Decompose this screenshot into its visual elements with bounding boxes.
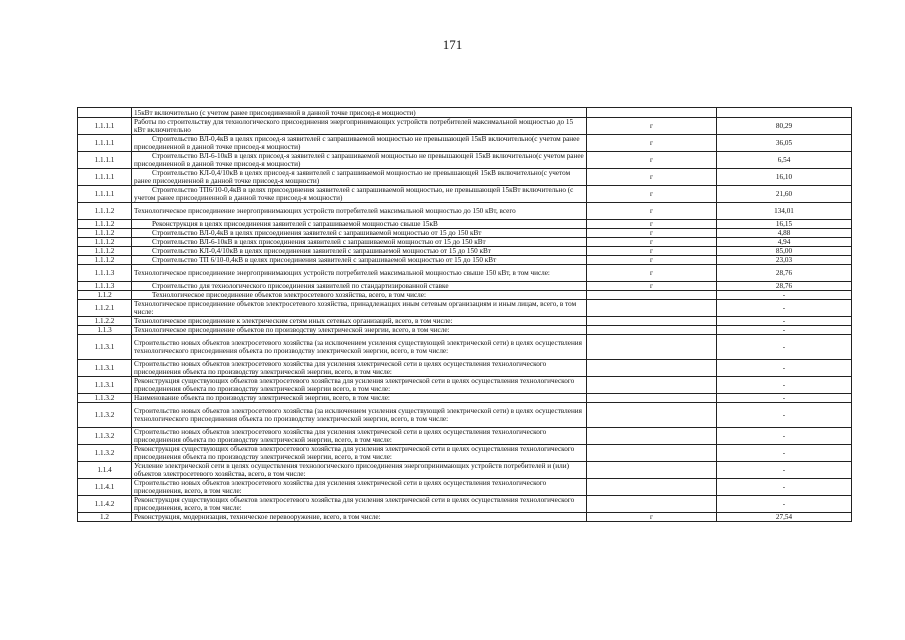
row-value-cell: 85,00 [717, 247, 852, 256]
table-row [78, 317, 852, 326]
row-unit-cell: г [587, 203, 717, 220]
table-row [78, 108, 852, 118]
row-value-cell: 16,15 [717, 220, 852, 229]
row-code-cell: 1.1.1.1 [78, 169, 132, 186]
row-name-cell: Технологическое присоединение энергопринимающих устройств потребителей максимальной мощностью свыше 150 кВт, в том числе: [132, 265, 587, 282]
row-value-cell: - [717, 377, 852, 394]
row-value-cell: 4,94 [717, 238, 852, 247]
table-row [78, 326, 852, 335]
table-row [78, 256, 852, 265]
row-unit-cell: г [587, 513, 717, 522]
row-code-cell [78, 108, 132, 118]
row-code-cell: 1.1.1.2 [78, 203, 132, 220]
row-unit-cell [587, 377, 717, 394]
row-unit-cell [587, 394, 717, 403]
row-value-cell: 23,03 [717, 256, 852, 265]
table-row [78, 377, 852, 394]
table-row [78, 265, 852, 282]
table-row [78, 186, 852, 203]
row-unit-cell: г [587, 135, 717, 152]
row-unit-cell [587, 428, 717, 445]
row-unit-cell: г [587, 247, 717, 256]
row-unit-cell [587, 335, 717, 360]
row-code-cell: 1.1.1.1 [78, 118, 132, 135]
row-unit-cell [587, 496, 717, 513]
row-code-cell: 1.1.1.2 [78, 256, 132, 265]
row-name-cell: Строительство новых объектов электросетевого хозяйства (за исключением усиления существующей электрической сети) в целях осуществления технологического присоединения объекта по производству электрической энергии, всего, в том числе: [132, 403, 587, 428]
row-code-cell: 1.1.1.3 [78, 282, 132, 291]
row-name-cell: Строительство новых объектов электросетевого хозяйства (за исключением усиления существующей электрической сети) в целях осуществления технологического присоединения объекта по производству электрической энергии, всего, в том числе: [132, 335, 587, 360]
row-value-cell: - [717, 462, 852, 479]
table-row [78, 462, 852, 479]
row-code-cell: 1.1.3 [78, 326, 132, 335]
table-row [78, 496, 852, 513]
row-code-cell: 1.1.2.1 [78, 300, 132, 317]
row-name-cell: 15кВт включительно (с учетом ранее присоединенной в данной точке присоед-я мощности) [132, 108, 587, 118]
table-row [78, 300, 852, 317]
row-name-cell: Работы по строительству для технологического присоединения энергопринимающих устройств потребителей максимальной мощностью до 15 кВт включительно [132, 118, 587, 135]
row-name-cell: Технологическое присоединение энергопринимающих устройств потребителей максимальной мощностью до 150 кВт, всего [132, 203, 587, 220]
row-name-cell: Строительство ВЛ-6-10кВ в целях присоединения заявителей с запрашиваемой мощностью от 15 до 150 кВт [132, 238, 587, 247]
row-code-cell: 1.1.3.2 [78, 403, 132, 428]
row-name-cell: Строительство ТП6/10-0,4кВ в целях присоединения заявителей с запрашиваемой мощностью, не превышающей 15кВт включительно (с учетом ранее присоединенной в данной точке присоед-я мощности) [132, 186, 587, 203]
row-value-cell: - [717, 335, 852, 360]
row-unit-cell [587, 360, 717, 377]
row-unit-cell: г [587, 152, 717, 169]
row-name-cell: Реконструкция существующих объектов электросетевого хозяйства для усиления электрической сети в целях осуществления технологического присоединения объекта по производству электрической энергии всего, в том числе: [132, 377, 587, 394]
row-value-cell: - [717, 403, 852, 428]
row-code-cell: 1.1.4.2 [78, 496, 132, 513]
row-code-cell: 1.1.3.2 [78, 394, 132, 403]
row-name-cell: Технологическое присоединение объектов электросетевого хозяйства, всего, в том числе: [132, 291, 587, 300]
row-code-cell: 1.1.1.2 [78, 220, 132, 229]
table-row [78, 152, 852, 169]
investment-program-table [77, 107, 852, 522]
table-body [78, 108, 852, 522]
row-value-cell: 16,10 [717, 169, 852, 186]
row-value-cell: 21,60 [717, 186, 852, 203]
row-name-cell: Реконструкция в целях присоединения заявителей с запрашиваемой мощностью свыше 15кВ [132, 220, 587, 229]
row-name-cell: Строительство КЛ-0,4/10кВ в целях присоединения заявителей с запрашиваемой мощностью от 15 до 150 кВт [132, 247, 587, 256]
row-code-cell: 1.1.4.1 [78, 479, 132, 496]
row-name-cell: Строительство новых объектов электросетевого хозяйства для усиления электрической сети в целях осуществления технологического присоединения, всего, в том числе: [132, 479, 587, 496]
row-value-cell: - [717, 428, 852, 445]
row-name-cell: Строительство ВЛ-0,4кВ в целях присоединения заявителей с запрашиваемой мощностью от 15 до 150 кВт [132, 229, 587, 238]
row-unit-cell: г [587, 229, 717, 238]
row-value-cell: 134,01 [717, 203, 852, 220]
row-value-cell: 28,76 [717, 282, 852, 291]
row-value-cell: - [717, 300, 852, 317]
row-value-cell: 6,54 [717, 152, 852, 169]
row-code-cell: 1.1.3.2 [78, 428, 132, 445]
row-unit-cell [587, 326, 717, 335]
row-code-cell: 1.1.1.3 [78, 265, 132, 282]
row-name-cell: Строительство новых объектов электросетевого хозяйства для усиления электрической сети в целях осуществления технологического присоединения объекта по производству электрической энергии, всего, в том числе: [132, 360, 587, 377]
row-value-cell: 36,05 [717, 135, 852, 152]
row-name-cell: Реконструкция существующих объектов электросетевого хозяйства для усиления электрической сети в целях осуществления технологического присоединения, всего, в том числе: [132, 496, 587, 513]
row-unit-cell: г [587, 256, 717, 265]
table-row [78, 229, 852, 238]
table-row [78, 169, 852, 186]
row-value-cell: 28,76 [717, 265, 852, 282]
row-unit-cell: г [587, 186, 717, 203]
row-value-cell: - [717, 326, 852, 335]
row-value-cell: - [717, 479, 852, 496]
table-row [78, 513, 852, 522]
table-row [78, 394, 852, 403]
row-unit-cell [587, 479, 717, 496]
row-code-cell: 1.1.3.1 [78, 377, 132, 394]
row-unit-cell [587, 317, 717, 326]
row-value-cell: - [717, 394, 852, 403]
row-code-cell: 1.1.1.2 [78, 247, 132, 256]
row-code-cell: 1.1.1.1 [78, 186, 132, 203]
row-value-cell: - [717, 291, 852, 300]
row-unit-cell [587, 403, 717, 428]
row-unit-cell [587, 108, 717, 118]
table-row [78, 445, 852, 462]
table-row [78, 282, 852, 291]
row-code-cell: 1.1.2.2 [78, 317, 132, 326]
row-value-cell: - [717, 445, 852, 462]
row-unit-cell [587, 300, 717, 317]
row-unit-cell: г [587, 238, 717, 247]
row-name-cell: Усиление электрической сети в целях осуществления технологического присоединения энергопринимающих устройств потребителей и (или) объектов электросетевого хозяйства, всего, в том числе: [132, 462, 587, 479]
table-row [78, 428, 852, 445]
row-name-cell: Строительство КЛ-0,4/10кВ в целях присоед-я заявителей с запрашиваемой мощностью не превышающей 15кВ включительно(с учетом ранее присоединенной в данной точке присоед-я мощности) [132, 169, 587, 186]
row-unit-cell: г [587, 265, 717, 282]
row-name-cell: Строительство ТП 6/10-0,4кВ в целях присоединения заявителей с запрашиваемой мощностью от 15 до 150 кВт [132, 256, 587, 265]
row-code-cell: 1.1.1.2 [78, 238, 132, 247]
table-row [78, 203, 852, 220]
table-row [78, 360, 852, 377]
row-unit-cell [587, 462, 717, 479]
table-row [78, 403, 852, 428]
table-row [78, 247, 852, 256]
table-row [78, 238, 852, 247]
table-row [78, 291, 852, 300]
row-name-cell: Технологическое присоединение объектов по производству электрической энергии, всего, в том числе: [132, 326, 587, 335]
row-code-cell: 1.1.1.1 [78, 152, 132, 169]
row-code-cell: 1.1.3.2 [78, 445, 132, 462]
row-code-cell: 1.2 [78, 513, 132, 522]
row-name-cell: Строительство ВЛ-6-10кВ в целях присоед-я заявителей с запрашиваемой мощностью не превышающей 15кВ включительно(с учетом ранее присоединенной в данной точке присоед-я мощности) [132, 152, 587, 169]
table-row [78, 220, 852, 229]
row-unit-cell: г [587, 220, 717, 229]
row-value-cell: - [717, 317, 852, 326]
row-code-cell: 1.1.3.1 [78, 360, 132, 377]
row-code-cell: 1.1.4 [78, 462, 132, 479]
row-code-cell: 1.1.1.2 [78, 229, 132, 238]
row-unit-cell: г [587, 118, 717, 135]
row-name-cell: Наименование объекта по производству электрической энергии, всего, в том числе: [132, 394, 587, 403]
row-code-cell: 1.1.3.1 [78, 335, 132, 360]
row-code-cell: 1.1.1.1 [78, 135, 132, 152]
row-unit-cell: г [587, 282, 717, 291]
table-row [78, 479, 852, 496]
row-value-cell: 27,54 [717, 513, 852, 522]
row-unit-cell [587, 445, 717, 462]
row-value-cell [717, 108, 852, 118]
row-name-cell: Строительство для технологического присоединения заявителей по стандартизированной ставке [132, 282, 587, 291]
row-value-cell: 4,88 [717, 229, 852, 238]
row-unit-cell: г [587, 169, 717, 186]
row-value-cell: - [717, 496, 852, 513]
row-name-cell: Технологическое присоединение к электрическим сетям иных сетевых организаций, всего, в том числе: [132, 317, 587, 326]
row-name-cell: Строительство новых объектов электросетевого хозяйства для усиления электрической сети в целях осуществления технологического присоединения объекта по производству электрической энергии, всего, в том числе: [132, 428, 587, 445]
row-name-cell: Строительство ВЛ-0,4кВ в целях присоед-я заявителей с запрашиваемой мощностью не превышающей 15кВ включительно(с учетом ранее присоединенной в данной точке присоед-я мощности) [132, 135, 587, 152]
table-row [78, 335, 852, 360]
row-value-cell: 80,29 [717, 118, 852, 135]
row-value-cell: - [717, 360, 852, 377]
row-unit-cell [587, 291, 717, 300]
row-name-cell: Технологическое присоединение объектов электросетевого хозяйства, принадлежащих иным сетевым организациям и иным лицам, всего, в том числе: [132, 300, 587, 317]
row-name-cell: Реконструкция существующих объектов электросетевого хозяйства для усиления электрической сети в целях осуществления технологического присоединения объекта по производству электрической энергии, всего, в том числе: [132, 445, 587, 462]
page-number: 171 [442, 37, 463, 52]
table-row [78, 118, 852, 135]
table-row [78, 135, 852, 152]
row-code-cell: 1.1.2 [78, 291, 132, 300]
row-name-cell: Реконструкция, модернизация, техническое перевооружение, всего, в том числе: [132, 513, 587, 522]
